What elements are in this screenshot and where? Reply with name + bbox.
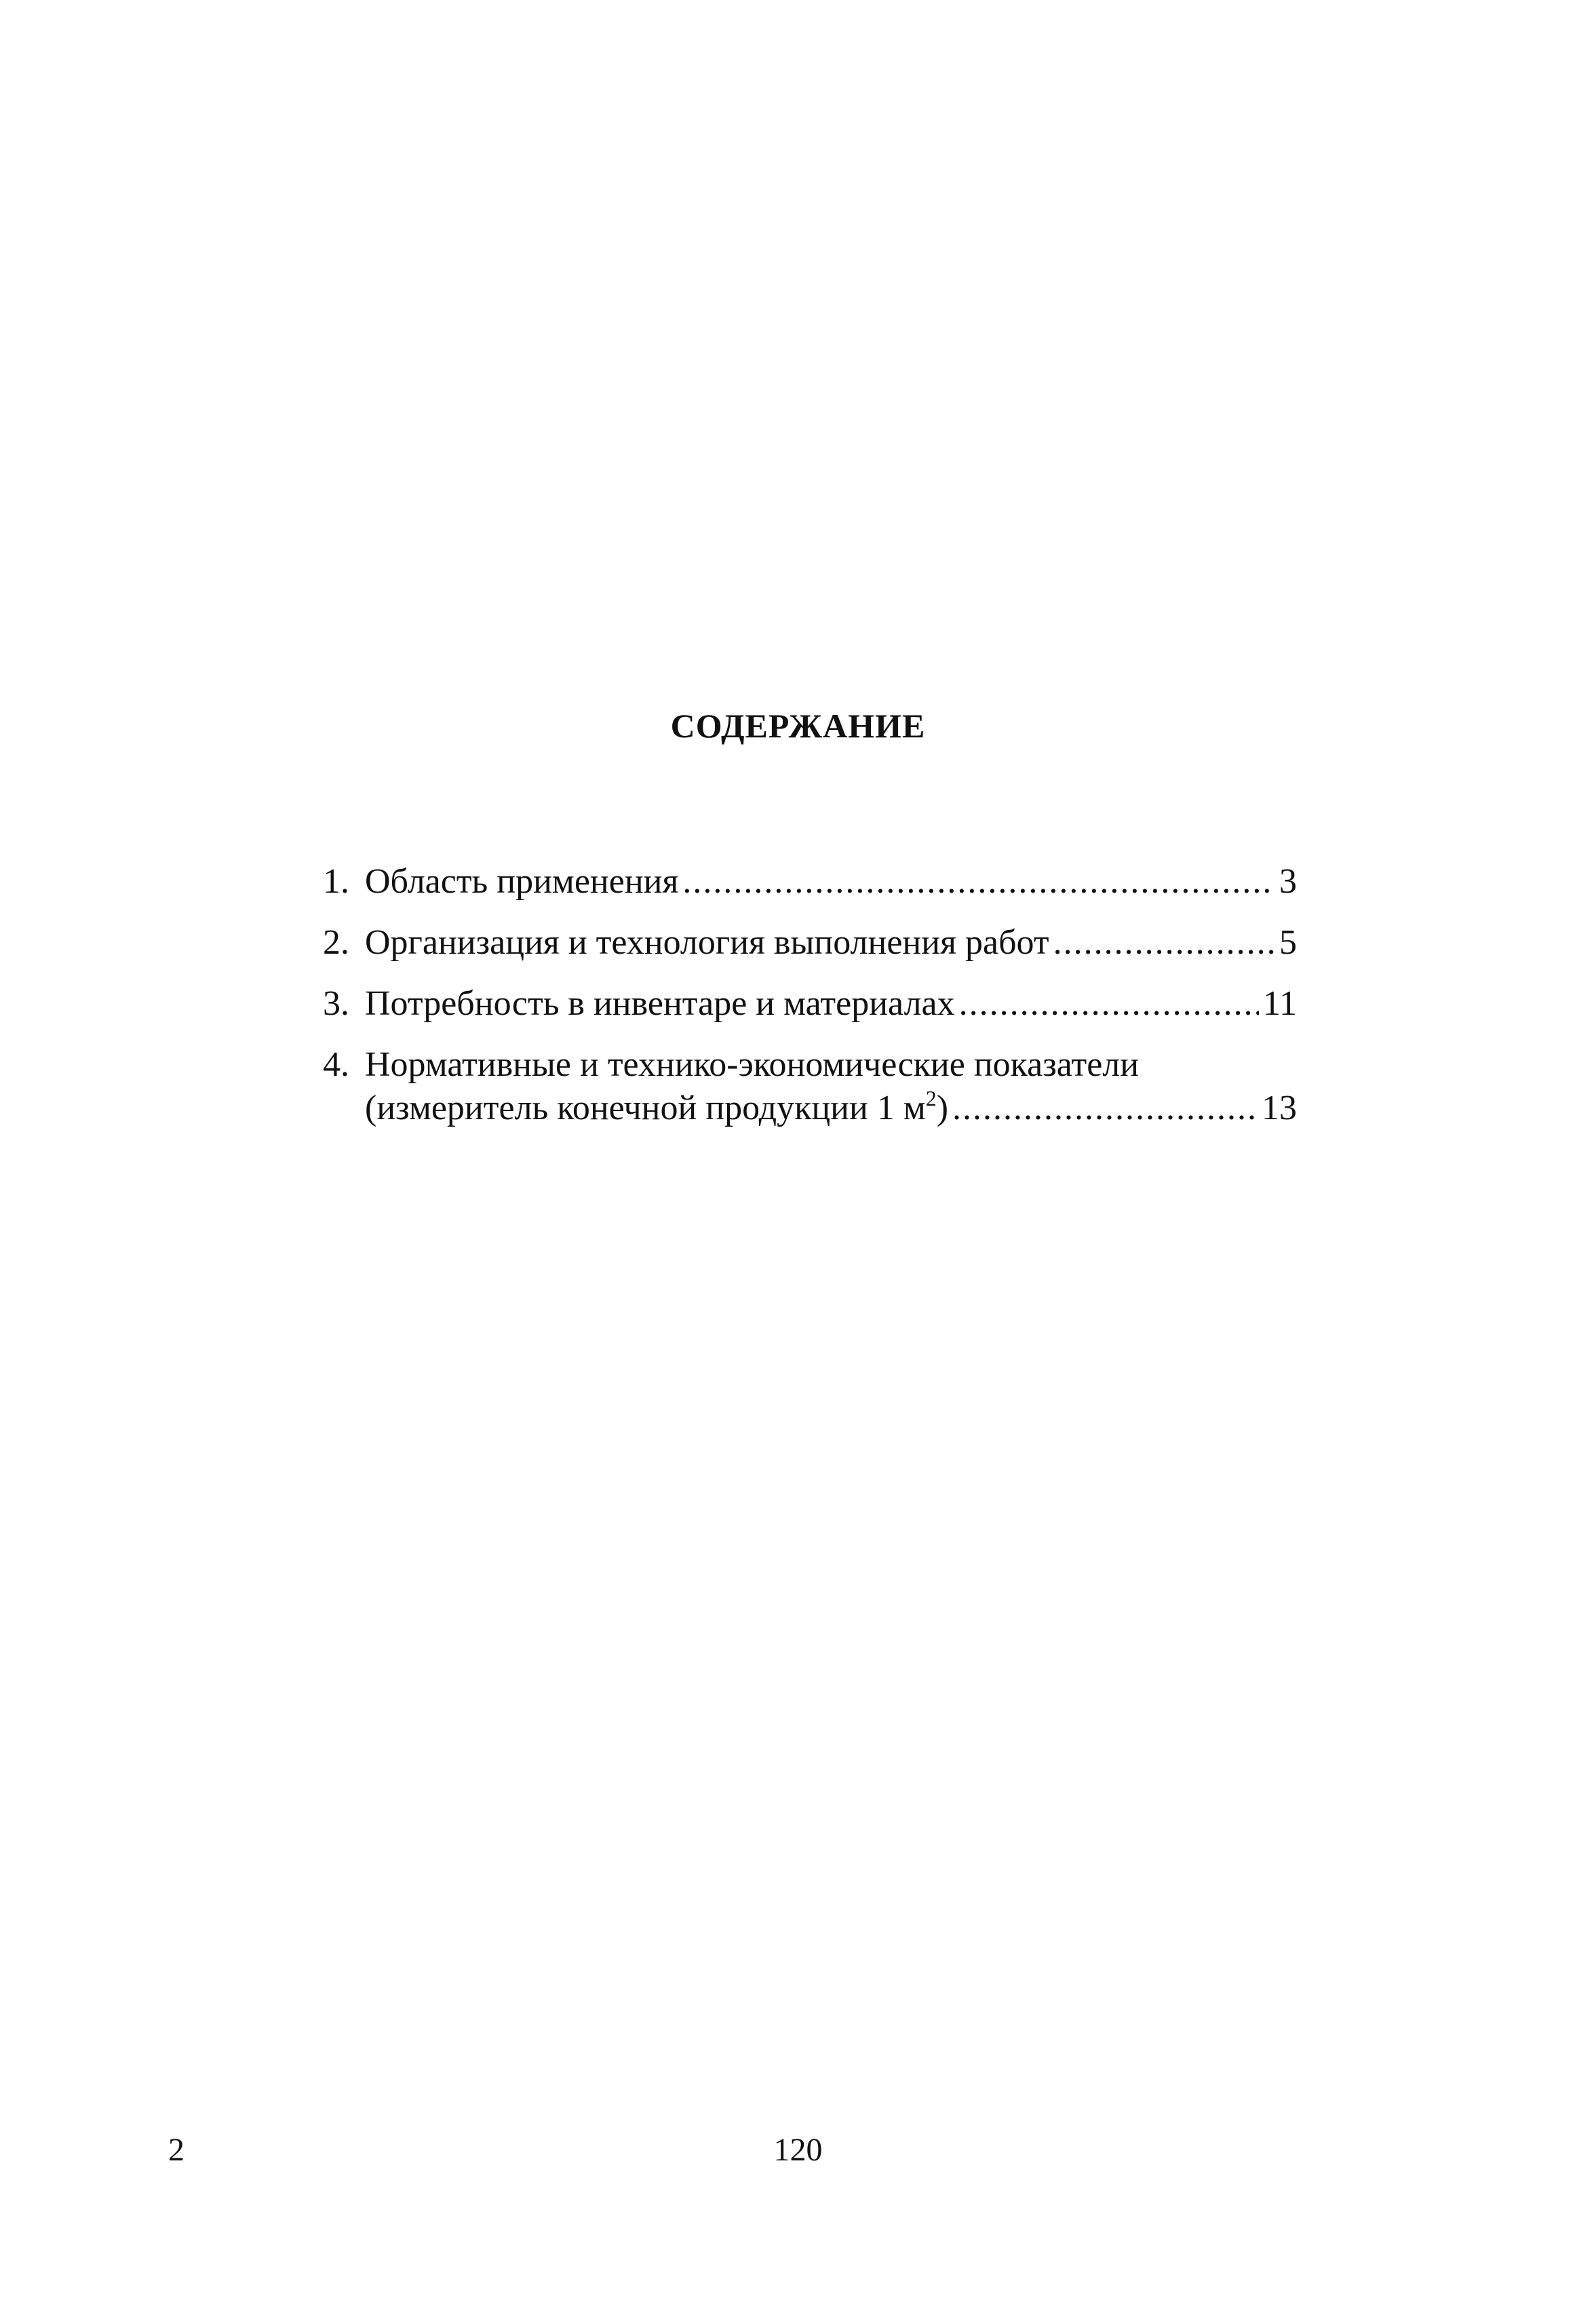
dot-leader — [1053, 921, 1275, 965]
dot-leader — [682, 860, 1275, 904]
page-title: СОДЕРЖАНИЕ — [670, 707, 926, 745]
toc-item-text: Область применения — [365, 862, 679, 901]
toc-item-number: 4. — [323, 1045, 349, 1084]
toc-item-page: 3 — [1279, 862, 1297, 901]
toc-item-number: 1. — [323, 862, 349, 901]
toc-item-3[interactable] — [323, 982, 1297, 1026]
toc-item-text: Организация и технология выполнения работ — [365, 923, 1049, 962]
toc-item-text-line2-end: ) — [936, 1089, 949, 1127]
superscript: 2 — [925, 1086, 937, 1110]
toc-item-text: Потребность в инвентаре и материалах — [365, 984, 955, 1023]
dot-leader — [952, 1087, 1258, 1130]
dot-leader — [959, 982, 1259, 1026]
table-of-contents — [323, 860, 1297, 1148]
toc-item-text-line2 — [365, 1087, 948, 1130]
toc-item-text-line1: Нормативные и технико-экономические показатели — [365, 1045, 1140, 1084]
toc-item-page: 11 — [1262, 984, 1297, 1023]
toc-item-page: 13 — [1262, 1089, 1297, 1127]
toc-item-1[interactable] — [323, 860, 1297, 904]
toc-item-page: 5 — [1279, 923, 1297, 962]
toc-item-number: 2. — [323, 923, 349, 962]
page-number-center: 120 — [773, 2132, 823, 2168]
page-number-left: 2 — [168, 2132, 184, 2168]
toc-item-text-line2-main: (измеритель конечной продукции 1 м — [365, 1089, 926, 1127]
toc-item-number: 3. — [323, 984, 349, 1023]
toc-item-2[interactable] — [323, 921, 1297, 965]
toc-item-4[interactable] — [323, 1043, 1297, 1130]
